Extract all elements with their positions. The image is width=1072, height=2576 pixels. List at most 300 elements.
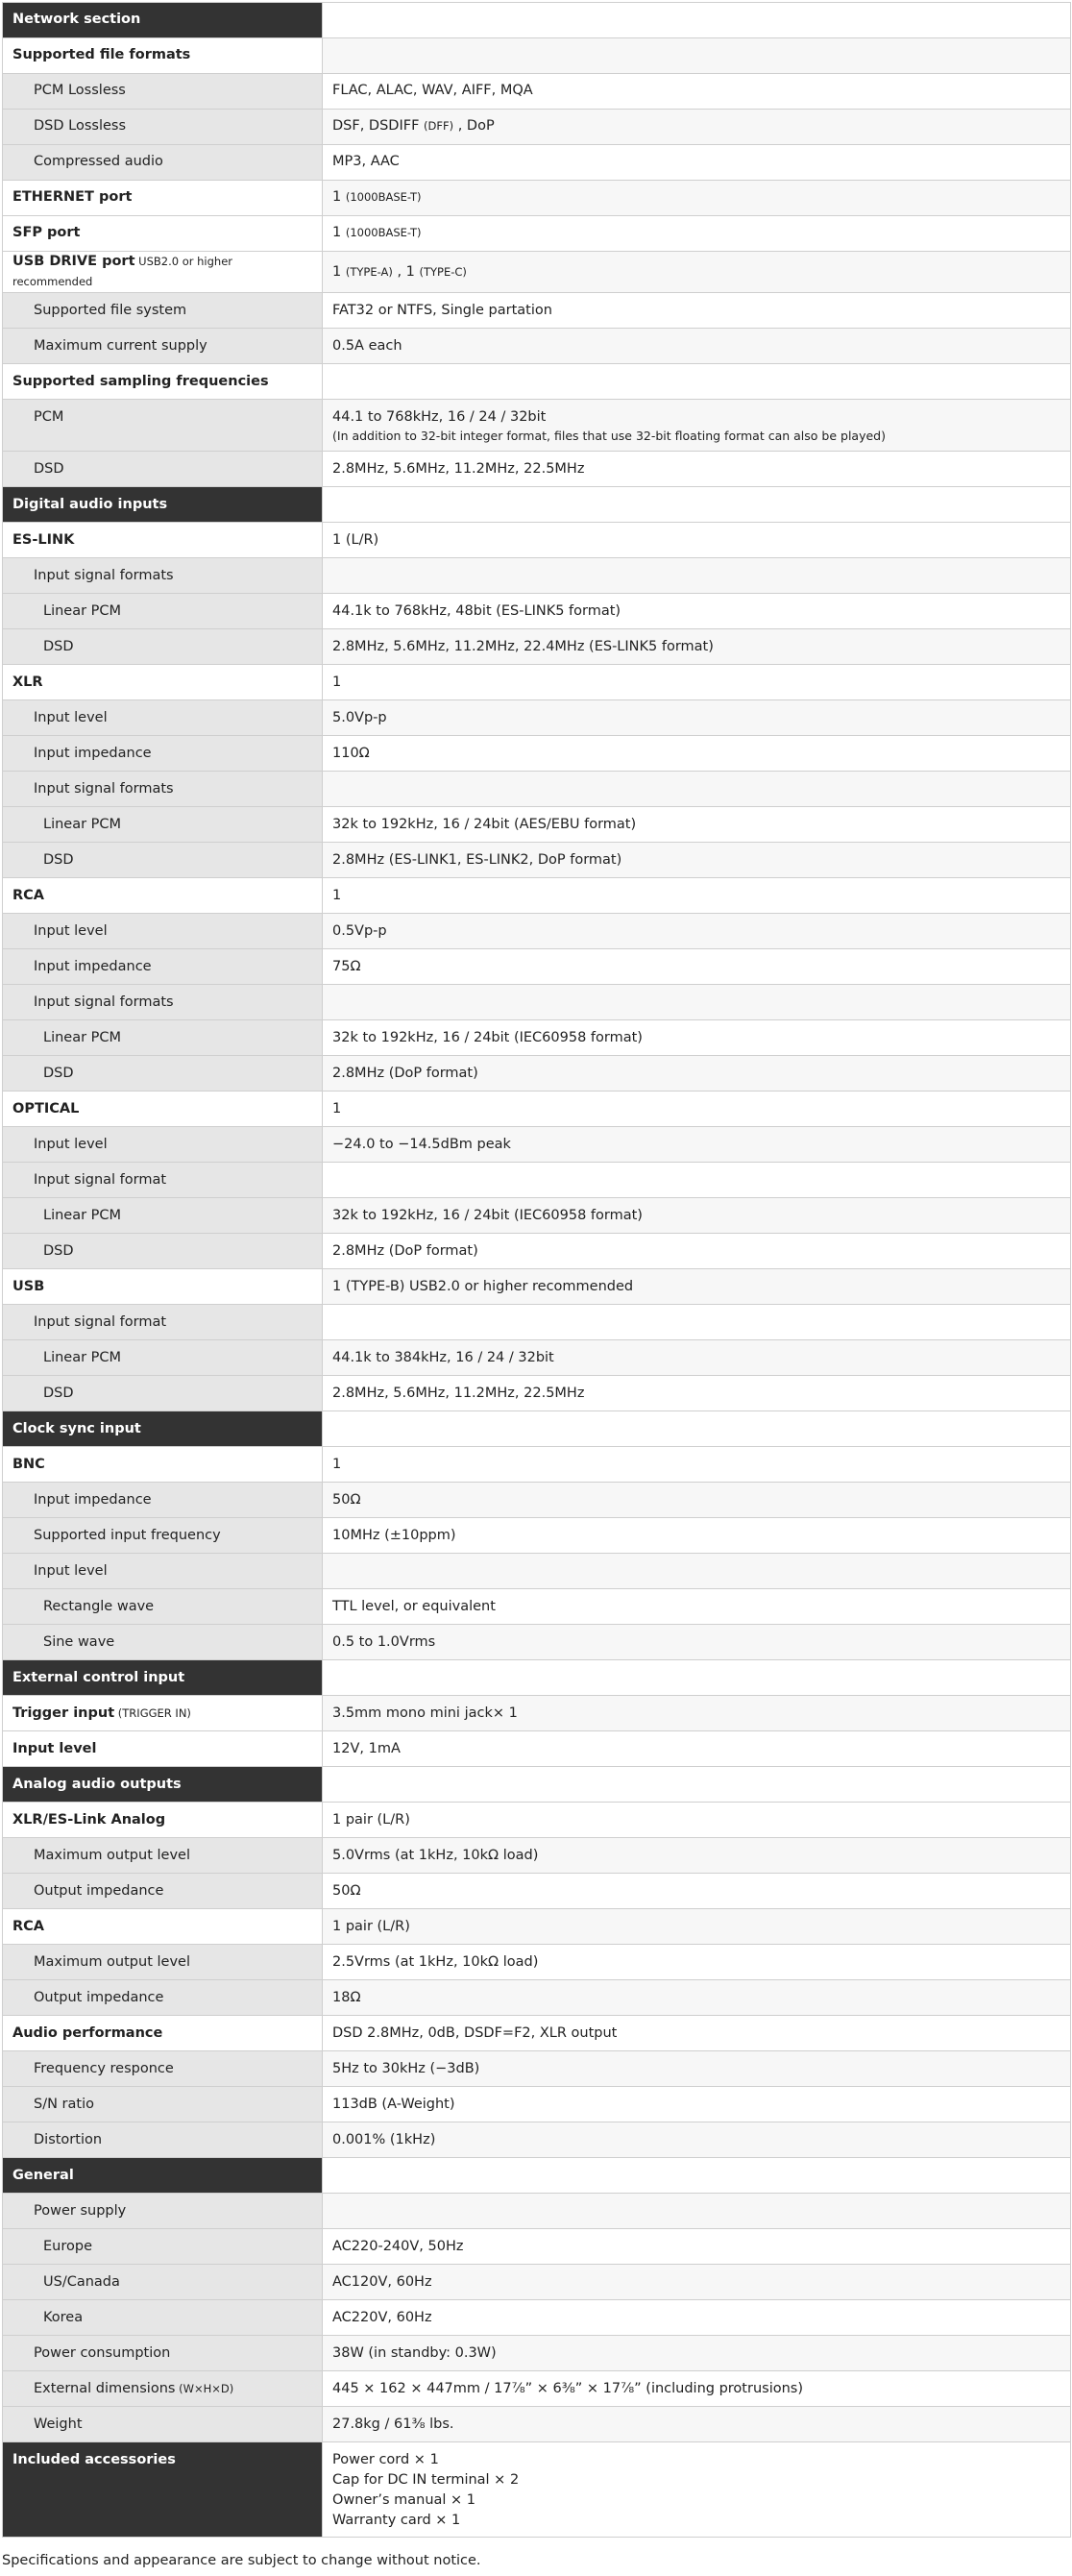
spec-label [3,843,323,878]
spec-value [323,1447,1071,1483]
spec-label [3,1625,323,1660]
spec-label [3,985,323,1020]
spec-label-text: XLR [12,674,43,690]
spec-label-text: DSD Lossless [34,118,127,135]
spec-label-text: External control input [12,1669,185,1685]
spec-row [3,949,1071,985]
spec-label-text: Supported sampling frequencies [12,373,269,389]
spec-row [3,1589,1071,1625]
spec-value [323,807,1071,843]
spec-value [323,629,1071,665]
specifications-table-body [3,3,1071,2538]
spec-value [323,949,1071,985]
spec-row [3,736,1071,772]
spec-row [3,772,1071,807]
spec-value [323,2122,1071,2158]
spec-row [3,1269,1071,1305]
spec-label-text: USB [12,1278,45,1294]
spec-row [3,1554,1071,1589]
spec-row [3,181,1071,216]
spec-row [3,985,1071,1020]
spec-row [3,452,1071,487]
spec-label [3,772,323,807]
spec-label [3,2122,323,2158]
spec-value-text: 10MHz (±10ppm) [332,1527,456,1543]
spec-label-text: Compressed audio [34,154,163,170]
spec-row [3,329,1071,364]
spec-value-text: (1000BASE-T) [345,226,422,240]
spec-value [323,1411,1071,1447]
spec-value-text: 1 (TYPE-B) USB2.0 or higher recommended [332,1278,634,1294]
spec-value-text: 12V, 1mA [332,1740,401,1756]
spec-label [3,1198,323,1234]
spec-value [323,2158,1071,2194]
spec-value [323,2194,1071,2229]
spec-row [3,252,1071,293]
spec-value [323,1198,1071,1234]
spec-label-text: Linear PCM [43,1349,122,1365]
spec-row [3,2016,1071,2051]
spec-label-text: Frequency responce [34,2060,174,2076]
spec-label [3,293,323,329]
spec-row [3,594,1071,629]
spec-value [323,38,1071,74]
spec-label-text: Output impedance [34,1989,164,2005]
spec-row [3,2122,1071,2158]
spec-value-line: Power cord × 1 [332,2452,439,2468]
spec-value-text: 5.0Vp-p [332,709,387,725]
spec-value [323,1731,1071,1767]
spec-value [323,2265,1071,2300]
spec-row [3,110,1071,145]
spec-value-text: 5.0Vrms (at 1kHz, 10kΩ load) [332,1847,539,1863]
spec-label-text: Maximum current supply [34,337,207,354]
spec-label-text: Input level [34,1136,108,1152]
spec-label-text: Network section [12,12,141,28]
spec-label-text: Power supply [34,2202,127,2219]
spec-value [323,1483,1071,1518]
spec-value [323,400,1071,452]
spec-value-text: 32k to 192kHz, 16 / 24bit (AES/EBU format) [332,816,637,832]
spec-label [3,700,323,736]
spec-label-text: DSD [43,1385,74,1401]
spec-value-text: AC220-240V, 50Hz [332,2238,464,2254]
spec-label [3,74,323,110]
spec-label-note: USB2.0 or higher recommended [12,255,233,289]
section-header-row [3,2158,1071,2194]
spec-label [3,558,323,594]
spec-row [3,558,1071,594]
specifications-table [2,2,1071,2538]
section-title [3,2158,323,2194]
spec-label-text: Input level [12,1740,97,1756]
spec-label-text: RCA [12,1918,45,1934]
spec-label-text: ES-LINK [12,531,75,548]
spec-value-text: , 1 [392,263,420,280]
spec-label [3,1234,323,1269]
spec-label-text: XLR/ES-Link Analog [12,1811,166,1828]
spec-label [3,1020,323,1056]
spec-label-text: Distortion [34,2131,103,2147]
spec-label-text: Korea [43,2309,84,2325]
spec-value [323,1376,1071,1411]
spec-row [3,1483,1071,1518]
spec-row [3,2371,1071,2407]
spec-label-text: Linear PCM [43,602,122,619]
spec-label-text: Sine wave [43,1633,115,1650]
spec-value [323,1163,1071,1198]
spec-label-text: ETHERNET port [12,189,133,206]
spec-row [3,1340,1071,1376]
spec-value [323,1589,1071,1625]
spec-value [323,558,1071,594]
spec-row [3,145,1071,181]
spec-value [323,364,1071,400]
spec-label [3,2300,323,2336]
spec-label [3,2336,323,2371]
spec-value-text: 1 pair (L/R) [332,1918,410,1934]
spec-value [323,1305,1071,1340]
spec-label [3,2016,323,2051]
spec-value [323,1518,1071,1554]
section-header-row [3,1767,1071,1803]
section-title [3,1767,323,1803]
spec-value [323,1092,1071,1127]
spec-label [3,878,323,914]
footnote: Specifications and appearance are subject to change without notice. [2,2553,481,2568]
spec-label-text: Input level [34,709,108,725]
spec-label [3,2087,323,2122]
spec-label-text: PCM Lossless [34,83,126,99]
spec-label [3,1589,323,1625]
spec-label-text: Output impedance [34,1882,164,1899]
spec-label-text: RCA [12,887,45,903]
spec-label-note: (TRIGGER IN) [114,1705,191,1720]
spec-label [3,1163,323,1198]
spec-row [3,1127,1071,1163]
spec-label-text: Maximum output level [34,1953,190,1970]
spec-label [3,329,323,364]
spec-label-text: PCM [34,409,64,426]
spec-label [3,145,323,181]
spec-value [323,2336,1071,2371]
spec-value [323,772,1071,807]
spec-row [3,400,1071,452]
spec-label-note: (W×H×D) [175,2381,234,2395]
spec-value-text: FAT32 or NTFS, Single partation [332,302,552,318]
spec-value-text: FLAC, ALAC, WAV, AIFF, MQA [332,83,533,99]
spec-value [323,1767,1071,1803]
spec-row [3,2087,1071,2122]
spec-row [3,2336,1071,2371]
spec-label [3,1945,323,1980]
spec-row [3,1874,1071,1909]
spec-value [323,843,1071,878]
spec-value [323,1803,1071,1838]
spec-value-text: 50Ω [332,1882,361,1899]
spec-label-text: Included accessories [12,2452,176,2468]
spec-value [323,1625,1071,1660]
spec-label-text: Input level [34,1562,108,1579]
spec-value [323,487,1071,523]
spec-row [3,1163,1071,1198]
spec-value [323,985,1071,1020]
spec-row [3,293,1071,329]
spec-value [323,2300,1071,2336]
spec-value [323,1909,1071,1945]
spec-value [323,216,1071,252]
spec-label-text: Supported file formats [12,47,191,63]
spec-label [3,629,323,665]
spec-value-text: 113dB (A-Weight) [332,2096,455,2112]
spec-label-text: Analog audio outputs [12,1776,182,1792]
spec-label-text: DSD [43,851,74,868]
spec-value-text: 2.8MHz (DoP format) [332,1242,478,1259]
spec-row [3,2407,1071,2442]
spec-row [3,1696,1071,1731]
section-title [3,2442,323,2538]
spec-label-text: Input impedance [34,1491,152,1508]
spec-label-text: General [12,2167,74,2183]
spec-row [3,665,1071,700]
spec-row [3,807,1071,843]
spec-value-text: −24.0 to −14.5dBm peak [332,1136,511,1152]
spec-label [3,1447,323,1483]
spec-label [3,1127,323,1163]
spec-value [323,181,1071,216]
spec-value [323,2229,1071,2265]
spec-label-text: Input signal formats [34,780,174,797]
spec-value [323,1056,1071,1092]
spec-value [323,594,1071,629]
spec-label-text: SFP port [12,225,81,241]
spec-row [3,2229,1071,2265]
spec-value-text: 1 (L/R) [332,531,379,548]
spec-value-text: 2.8MHz, 5.6MHz, 11.2MHz, 22.5MHz [332,460,585,477]
spec-value-text: 3.5mm mono mini jack× 1 [332,1705,518,1721]
spec-label-text: Input signal format [34,1171,167,1188]
spec-label [3,1838,323,1874]
spec-label-text: Supported file system [34,302,187,318]
spec-value [323,1340,1071,1376]
spec-label-text: DSD [43,1242,74,1259]
spec-value-text: 2.8MHz (DoP format) [332,1065,478,1081]
spec-value-text: 1 [332,674,342,690]
spec-value-line: 44.1 to 768kHz, 16 / 24 / 32bit [332,409,547,426]
spec-row [3,2265,1071,2300]
spec-value [323,1980,1071,2016]
spec-value-text: 110Ω [332,745,370,761]
spec-label [3,181,323,216]
spec-value [323,2371,1071,2407]
spec-label [3,1731,323,1767]
spec-label-text: Input impedance [34,958,152,974]
spec-value [323,2016,1071,2051]
spec-value-text: AC220V, 60Hz [332,2309,432,2325]
spec-row [3,843,1071,878]
spec-value-text: (DFF) [424,119,454,134]
spec-value-line: (In addition to 32-bit integer format, files that use 32-bit floating format can also be played) [332,429,886,444]
spec-label [3,1376,323,1411]
spec-value [323,293,1071,329]
spec-label [3,1305,323,1340]
spec-label [3,216,323,252]
spec-row [3,1234,1071,1269]
spec-value-text: 1 [332,1100,342,1116]
section-title [3,3,323,38]
section-header-row [3,1411,1071,1447]
spec-label-text: Linear PCM [43,816,122,832]
spec-row [3,38,1071,74]
spec-label [3,1092,323,1127]
spec-label-text: Linear PCM [43,1029,122,1045]
spec-label-text: Europe [43,2238,92,2254]
spec-value [323,452,1071,487]
spec-row [3,74,1071,110]
spec-value [323,329,1071,364]
spec-value [323,1127,1071,1163]
spec-row [3,914,1071,949]
spec-value-text: TTL level, or equivalent [332,1598,496,1614]
spec-value [323,252,1071,293]
spec-value [323,1269,1071,1305]
spec-value-text: , DoP [453,118,495,135]
spec-value [323,914,1071,949]
spec-value [323,1696,1071,1731]
spec-label-text: OPTICAL [12,1100,80,1116]
spec-value-text: 2.8MHz, 5.6MHz, 11.2MHz, 22.5MHz [332,1385,585,1401]
spec-label [3,594,323,629]
spec-value [323,736,1071,772]
spec-row [3,1447,1071,1483]
spec-value-text: DSF, DSDIFF [332,118,425,135]
spec-value-text: 1 [332,263,346,280]
spec-label [3,38,323,74]
spec-row [3,216,1071,252]
spec-row [3,1945,1071,1980]
spec-value [323,2442,1071,2538]
spec-value [323,523,1071,558]
spec-row [3,2300,1071,2336]
spec-row [3,1980,1071,2016]
spec-value-text: 2.8MHz, 5.6MHz, 11.2MHz, 22.4MHz (ES-LINK5 format) [332,638,714,654]
spec-label-text: Power consumption [34,2344,171,2361]
spec-label-text: External dimensions [34,2380,176,2396]
spec-value-line: Owner’s manual × 1 [332,2492,476,2509]
spec-value [323,1874,1071,1909]
spec-value [323,1945,1071,1980]
spec-value [323,3,1071,38]
spec-label [3,452,323,487]
spec-row [3,1625,1071,1660]
spec-label-text: Input signal formats [34,994,174,1010]
spec-label-text: Supported input frequency [34,1527,221,1543]
spec-row [3,1909,1071,1945]
spec-label [3,523,323,558]
spec-label-text: Input signal format [34,1313,167,1330]
spec-row [3,2194,1071,2229]
spec-row [3,629,1071,665]
spec-value [323,700,1071,736]
spec-label-text: DSD [34,460,64,477]
spec-value-text: 75Ω [332,958,361,974]
spec-value-text: 1 [332,189,346,206]
spec-value-text: MP3, AAC [332,154,400,170]
spec-label-text: US/Canada [43,2273,120,2290]
spec-label [3,1874,323,1909]
spec-value-text: 445 × 162 × 447mm / 17⅞” × 6⅜” × 17⅞” (including protrusions) [332,2380,803,2396]
spec-value [323,665,1071,700]
spec-value [323,1020,1071,1056]
spec-row [3,1092,1071,1127]
spec-value-text: 18Ω [332,1989,361,2005]
spec-row [3,1518,1071,1554]
spec-value-text: (TYPE-A) [345,264,393,279]
spec-label [3,2407,323,2442]
spec-value-line: Cap for DC IN terminal × 2 [332,2472,520,2489]
spec-value-text: 1 pair (L/R) [332,1811,410,1828]
spec-label [3,1696,323,1731]
section-header-row [3,487,1071,523]
section-header-row [3,3,1071,38]
spec-label-text: Weight [34,2416,83,2432]
spec-row [3,1376,1071,1411]
spec-label [3,736,323,772]
spec-label [3,2229,323,2265]
spec-value-text: 0.001% (1kHz) [332,2131,436,2147]
spec-label [3,1269,323,1305]
spec-row [3,1056,1071,1092]
spec-label [3,665,323,700]
spec-row [3,364,1071,400]
section-header-row [3,2442,1071,2538]
spec-label [3,949,323,985]
spec-label-text: USB DRIVE port [12,254,135,269]
spec-label-text: Digital audio inputs [12,496,168,512]
spec-value-text: DSD 2.8MHz, 0dB, DSDF=F2, XLR output [332,2024,618,2041]
spec-label-text: BNC [12,1456,45,1472]
spec-row [3,523,1071,558]
spec-value-text: 44.1k to 768kHz, 48bit (ES-LINK5 format) [332,602,621,619]
spec-row [3,878,1071,914]
section-title [3,1411,323,1447]
spec-label [3,2371,323,2407]
spec-value-text: 5Hz to 30kHz (−3dB) [332,2060,480,2076]
spec-value-text: 38W (in standby: 0.3W) [332,2344,497,2361]
spec-value [323,1660,1071,1696]
spec-value-text: (1000BASE-T) [345,190,422,205]
spec-label-text: Input signal formats [34,567,174,583]
spec-value [323,878,1071,914]
spec-row [3,1731,1071,1767]
spec-label-text: Audio performance [12,2024,163,2041]
spec-label-text: Trigger input [12,1705,115,1721]
spec-value [323,110,1071,145]
spec-value-text: 0.5A each [332,337,402,354]
spec-label-text: S/N ratio [34,2096,94,2112]
spec-label [3,252,323,293]
spec-row [3,1838,1071,1874]
spec-label [3,2051,323,2087]
spec-label-text: Input level [34,922,108,939]
spec-row [3,700,1071,736]
spec-value [323,2407,1071,2442]
spec-label [3,1483,323,1518]
spec-label [3,1554,323,1589]
spec-value-text: 1 [332,887,342,903]
spec-row [3,1803,1071,1838]
spec-value-text: 1 [332,1456,342,1472]
